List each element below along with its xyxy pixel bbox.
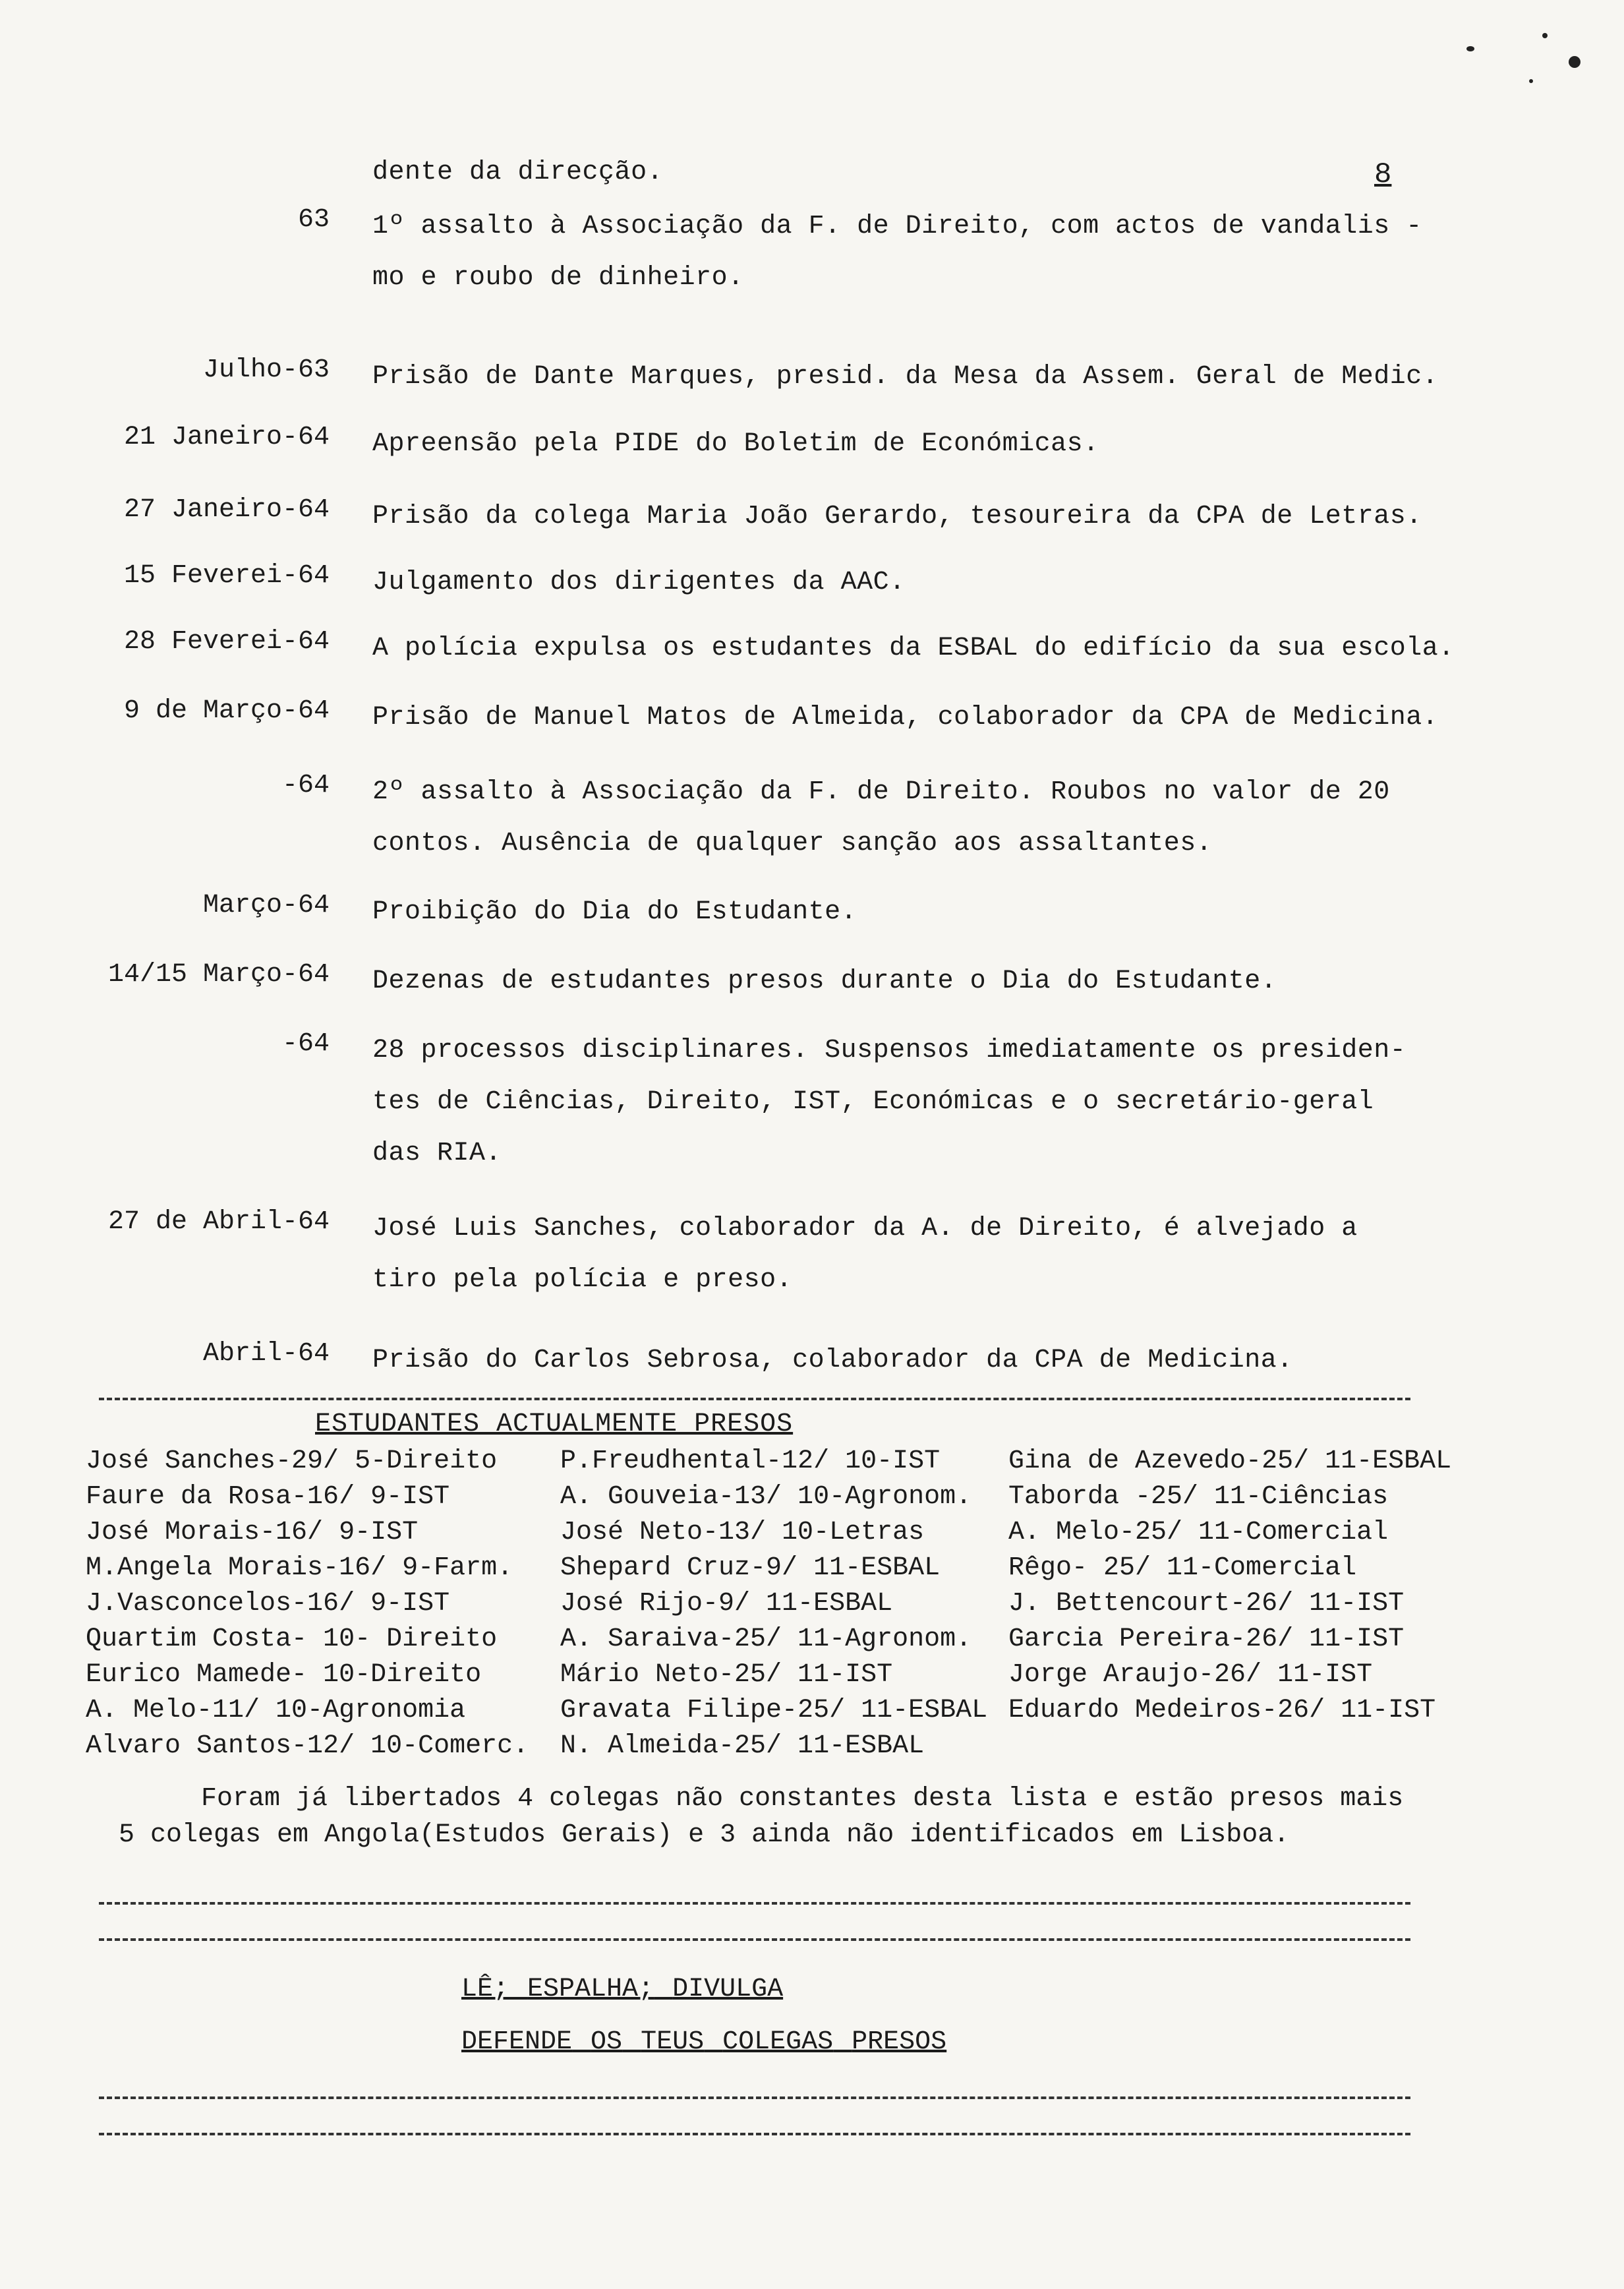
event-date: 9 de Março-64 — [123, 696, 330, 726]
prisoner-entry: J. Bettencourt-26/ 11-IST — [1008, 1589, 1405, 1619]
prisoner-entry: Alvaro Santos-12/ 10-Comerc. — [86, 1731, 529, 1761]
prisoner-entry: Faure da Rosa-16/ 9-IST — [86, 1482, 450, 1512]
event-date: 27 de Abril-64 — [107, 1207, 330, 1237]
event-date: 28 Feverei-64 — [123, 627, 330, 657]
event-date: 14/15 Março-64 — [107, 960, 330, 990]
prisoner-entry: J.Vasconcelos-16/ 9-IST — [86, 1589, 450, 1619]
top-fragment: dente da direcção. — [372, 158, 664, 187]
event-text: 2º assalto à Associação da F. de Direito. Roubos no valor de 20 — [372, 777, 1390, 807]
event-text: Proibição do Dia do Estudante. — [372, 897, 857, 927]
prisoner-entry: Gravata Filipe-25/ 11-ESBAL — [560, 1696, 988, 1725]
event-date: -64 — [281, 771, 330, 800]
event-text: contos. Ausência de qualquer sanção aos assaltantes. — [372, 829, 1213, 858]
footnote-line-2: 5 colegas em Angola(Estudos Gerais) e 3 ainda não identificados em Lisboa. — [119, 1820, 1290, 1850]
event-text: Apreensão pela PIDE do Boletim de Económicas. — [372, 429, 1099, 459]
event-date: Julho-63 — [202, 355, 330, 385]
prisoner-entry: Taborda -25/ 11-Ciências — [1008, 1482, 1389, 1512]
prisoner-entry: José Sanches-29/ 5-Direito — [86, 1446, 498, 1476]
prisoners-column-1 — [86, 1444, 529, 1764]
prisoner-entry: A. Melo-11/ 10-Agronomia — [86, 1696, 466, 1725]
event-text: tes de Ciências, Direito, IST, Económicas e o secretário-geral — [372, 1087, 1374, 1117]
event-text: Prisão de Dante Marques, presid. da Mesa da Assem. Geral de Medic. — [372, 362, 1439, 392]
prisoner-entry: M.Angela Morais-16/ 9-Farm. — [86, 1553, 513, 1583]
prisoner-entry: Shepard Cruz-9/ 11-ESBAL — [560, 1553, 941, 1583]
prisoner-entry: José Rijo-9/ 11-ESBAL — [560, 1589, 893, 1619]
page-number: 8 — [1374, 158, 1392, 191]
prisoner-entry: N. Almeida-25/ 11-ESBAL — [560, 1731, 925, 1761]
event-text: tiro pela polícia e preso. — [372, 1265, 793, 1295]
prisoners-column-2 — [560, 1444, 987, 1764]
event-date: Março-64 — [202, 891, 330, 920]
prisoner-entry: Eurico Mamede- 10-Direito — [86, 1660, 482, 1690]
prisoner-entry: Eduardo Medeiros-26/ 11-IST — [1008, 1696, 1436, 1725]
slogan-word: PRESOS — [852, 2027, 947, 2057]
prisoner-entry: Mário Neto-25/ 11-IST — [560, 1660, 893, 1690]
event-text: mo e roubo de dinheiro. — [372, 263, 744, 293]
separator-line — [99, 2133, 1410, 2135]
event-text: Dezenas de estudantes presos durante o Dia do Estudante. — [372, 966, 1277, 996]
event-text: 28 processos disciplinares. Suspensos imediatamente os presiden- — [372, 1036, 1406, 1065]
event-text: Julgamento dos dirigentes da AAC. — [372, 568, 906, 597]
prisoner-entry: Garcia Pereira-26/ 11-IST — [1008, 1624, 1405, 1654]
event-date: -64 — [281, 1029, 330, 1059]
event-date: 27 Janeiro-64 — [123, 495, 330, 525]
prisoner-entry: José Morais-16/ 9-IST — [86, 1518, 419, 1547]
slogan-word: OS — [591, 2027, 623, 2057]
event-text: das RIA. — [372, 1139, 502, 1168]
prisoner-entry: José Neto-13/ 10-Letras — [560, 1518, 925, 1547]
prisoner-entry: P.Freudhental-12/ 10-IST — [560, 1446, 941, 1476]
event-date: 63 — [297, 205, 330, 235]
slogan-word: LÊ; — [461, 1975, 509, 2004]
event-date: 21 Janeiro-64 — [123, 423, 330, 452]
event-date: Abril-64 — [202, 1339, 330, 1369]
prisoner-entry: A. Melo-25/ 11-Comercial — [1008, 1518, 1389, 1547]
separator-line — [99, 1938, 1410, 1941]
prisoner-entry: A. Gouveia-13/ 10-Agronom. — [560, 1482, 972, 1512]
separator-line — [99, 2096, 1410, 2099]
slogan-word: DIVULGA — [672, 1975, 784, 2004]
event-text: 1º assalto à Associação da F. de Direito, com actos de vandalis - — [372, 212, 1422, 241]
event-text: Prisão de Manuel Matos de Almeida, colaborador da CPA de Medicina. — [372, 703, 1439, 732]
prisoner-entry: Quartim Costa- 10- Direito — [86, 1624, 498, 1654]
event-text: A polícia expulsa os estudantes da ESBAL do edifício da sua escola. — [372, 634, 1455, 663]
slogan-word: ESPALHA; — [527, 1975, 654, 2004]
prisoner-entry: Jorge Araujo-26/ 11-IST — [1008, 1660, 1373, 1690]
prisoner-entry: A. Saraiva-25/ 11-Agronom. — [560, 1624, 972, 1654]
slogan-line-1 — [461, 1975, 783, 2004]
slogan-word: DEFENDE — [461, 2027, 573, 2057]
event-text: Prisão do Carlos Sebrosa, colaborador da CPA de Medicina. — [372, 1346, 1293, 1375]
scan-speck — [1529, 79, 1533, 83]
scan-speck — [1466, 46, 1474, 51]
event-text: José Luis Sanches, colaborador da A. de Direito, é alvejado a — [372, 1214, 1358, 1243]
scan-speck — [1542, 33, 1548, 38]
slogan-word: TEUS — [641, 2027, 705, 2057]
separator-line — [99, 1902, 1410, 1905]
prisoner-entry: Rêgo- 25/ 11-Comercial — [1008, 1553, 1357, 1583]
prisoners-column-3 — [1008, 1444, 1451, 1729]
slogan-line-2 — [461, 2027, 946, 2057]
scan-speck — [1569, 56, 1580, 68]
event-text: Prisão da colega Maria João Gerardo, tesoureira da CPA de Letras. — [372, 502, 1422, 531]
slogan-word: COLEGAS — [722, 2027, 834, 2057]
event-date: 15 Feverei-64 — [123, 561, 330, 591]
separator-line — [99, 1398, 1410, 1400]
footnote-line-1: Foram já libertados 4 colegas não constantes desta lista e estão presos mais — [201, 1784, 1404, 1814]
prisoners-heading: ESTUDANTES ACTUALMENTE PRESOS — [315, 1410, 794, 1439]
prisoner-entry: Gina de Azevedo-25/ 11-ESBAL — [1008, 1446, 1452, 1476]
